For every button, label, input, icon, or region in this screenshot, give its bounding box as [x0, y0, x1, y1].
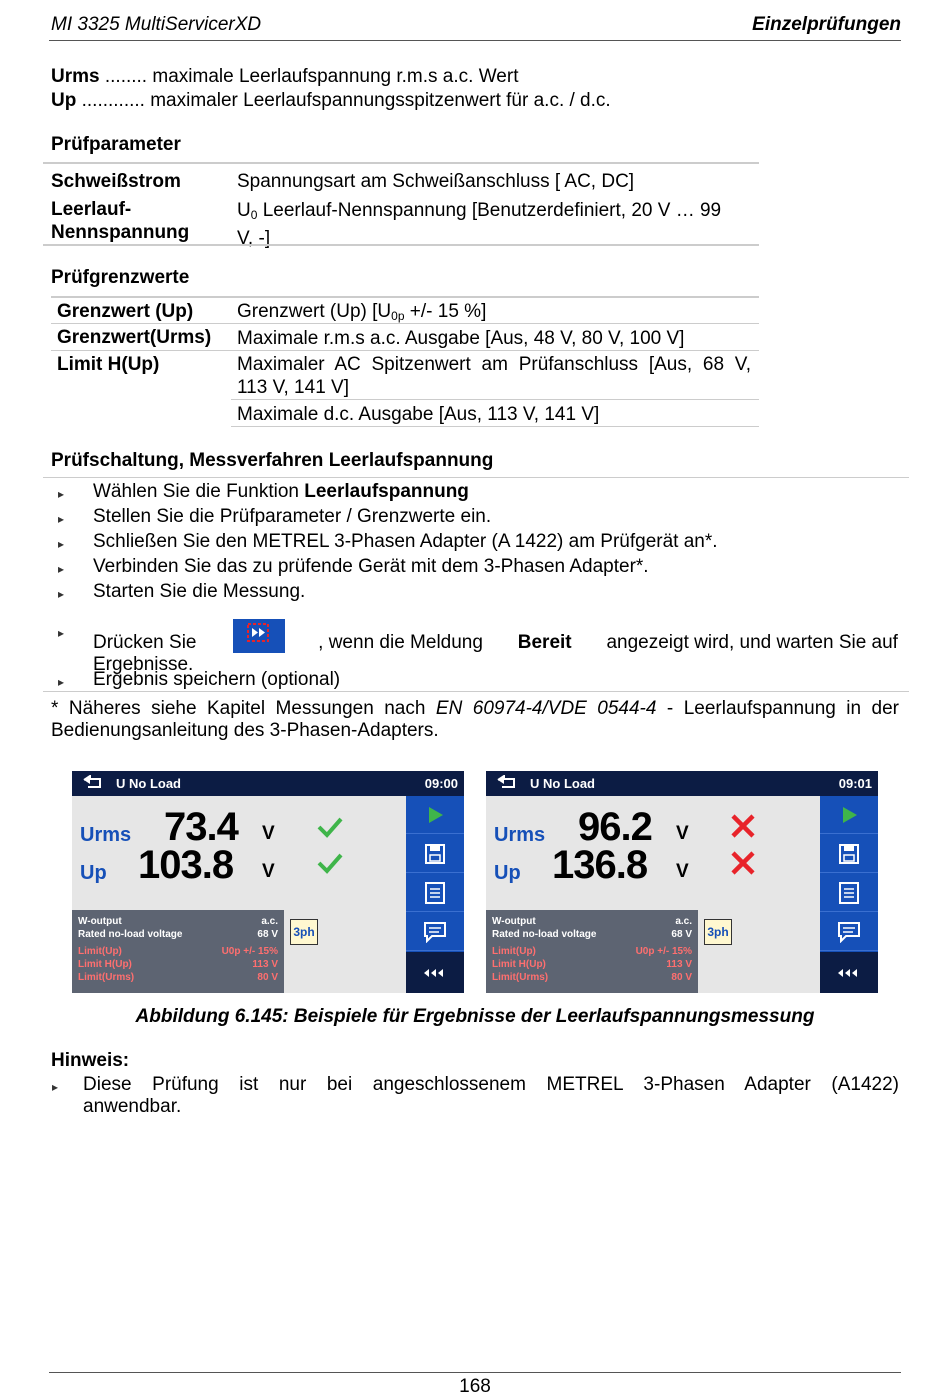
up-value: 136.8: [552, 843, 648, 887]
limit-value-dc: Maximale d.c. Ausgabe [Aus, 113 V, 141 V]: [237, 404, 600, 425]
bullet-icon: ▸: [58, 626, 65, 640]
parameters-button[interactable]: [406, 874, 464, 912]
back-icon[interactable]: [496, 775, 518, 789]
limit-key-urms: Grenzwert(Urms): [57, 327, 212, 348]
step-6: Drücken Sie , wenn die Meldung Bereit angezeigt wird, und warten Sie auf Ergebnisse.: [93, 620, 898, 676]
params-bottom-rule: [43, 244, 759, 246]
collapse-button[interactable]: [820, 952, 878, 993]
definition-up: Up ............ maximaler Leerlaufspannungsspitzenwert für a.c. / d.c.: [51, 90, 611, 111]
limit-value-up: Grenzwert (Up) [$U_{0p}$ +/- 15 %]: [237, 301, 487, 323]
comment-icon: [837, 921, 861, 943]
urms-label: Urms: [494, 824, 546, 846]
page-number: 168: [459, 1376, 491, 1397]
start-key-icon: [233, 619, 285, 653]
header-manual-title: MI 3325 MultiServicerXD: [51, 14, 262, 35]
param-key-schweissstrom: Schweißstrom: [51, 171, 181, 192]
triple-arrow-left-icon: [837, 968, 861, 978]
screen-info-panel: W-output a.c. Rated no-load voltage 68 V Limit(Up) U0p +/- 15% Limit H(Up) 113 V Limit(Urms) 80 V: [486, 910, 698, 993]
comment-button[interactable]: [406, 913, 464, 951]
run-button[interactable]: [406, 796, 464, 834]
footnote: * Näheres siehe Kapitel Messungen nach EN 60974-4/VDE 0544-4 - Leerlaufspannung in der Bedienungsanleitung des 3-Phasen-Adapters.: [51, 698, 899, 741]
urms-unit: V: [676, 823, 689, 844]
parameters-button[interactable]: [820, 874, 878, 912]
urms-value: 96.2: [578, 805, 652, 849]
param-key-leerlauf: Leerlauf- Nennspannung: [51, 199, 190, 243]
three-phase-tag: 3ph: [704, 919, 732, 945]
bullet-icon: ▸: [58, 537, 65, 551]
limits-top-rule: [51, 296, 759, 298]
pass-check-icon: [316, 851, 344, 875]
urms-label: Urms: [80, 824, 132, 846]
step-4: Verbinden Sie das zu prüfende Gerät mit dem 3-Phasen Adapter*.: [93, 556, 649, 577]
up-unit: V: [676, 861, 689, 882]
pass-check-icon: [316, 815, 344, 839]
step-7: Ergebnis speichern (optional): [93, 669, 341, 690]
note-title: Hinweis:: [51, 1050, 130, 1071]
save-icon: [424, 843, 446, 865]
step-2: Stellen Sie die Prüfparameter / Grenzwerte ein.: [93, 506, 492, 527]
step-1: Wählen Sie die Funktion Leerlaufspannung: [93, 481, 469, 502]
save-button[interactable]: [406, 835, 464, 873]
fail-cross-icon: [730, 813, 756, 839]
limits-bottom-rule: [231, 426, 759, 427]
play-icon: [425, 805, 445, 825]
limits-rule-3: [231, 399, 759, 400]
urms-value: 73.4: [164, 805, 238, 849]
comment-icon: [423, 921, 447, 943]
limit-key-hup: Limit H(Up): [57, 354, 160, 375]
back-icon[interactable]: [82, 775, 104, 789]
collapse-button[interactable]: [406, 952, 464, 993]
up-unit: V: [262, 861, 275, 882]
procedure-bottom-rule: [43, 691, 909, 692]
three-phase-tag: 3ph: [290, 919, 318, 945]
limit-value-hup: Maximaler AC Spitzenwert am Prüfanschluss [Aus, 68 V, 113 V, 141 V]: [237, 354, 751, 398]
device-screen-fail: [486, 771, 878, 993]
limits-title: Prüfgrenzwerte: [51, 267, 190, 288]
list-icon: [425, 882, 445, 904]
limits-rule-2: [51, 350, 759, 351]
bullet-icon: ▸: [58, 512, 65, 526]
limit-value-urms: Maximale r.m.s a.c. Ausgabe [Aus, 48 V, 80 V, 100 V]: [237, 328, 685, 349]
bullet-icon: ▸: [58, 562, 65, 576]
screen-info-panel: W-output a.c. Rated no-load voltage 68 V Limit(Up) U0p +/- 15% Limit H(Up) 113 V Limit(Urms) 80 V: [72, 910, 284, 993]
comment-button[interactable]: [820, 913, 878, 951]
param-value-leerlauf: $U_0$ Leerlauf-Nennspannung [Benutzerdefiniert, 20 V … 99 V, -]: [237, 200, 722, 249]
definition-urms: Urms ........ maximale Leerlaufspannung r.m.s a.c. Wert: [51, 66, 519, 87]
bullet-icon: ▸: [52, 1080, 59, 1094]
params-title: Prüfparameter: [51, 134, 181, 155]
figure-caption: Abbildung 6.145: Beispiele für Ergebnisse der Leerlaufspannungsmessung: [135, 1006, 815, 1027]
screen-time: 09:00: [424, 776, 458, 791]
procedure-title: Prüfschaltung, Messverfahren Leerlaufspannung: [51, 450, 494, 471]
screen-title: U No Load: [530, 776, 595, 791]
procedure-top-rule: [43, 477, 909, 478]
limits-rule-1: [51, 323, 759, 324]
footer-divider: [49, 1372, 901, 1373]
params-top-rule: [43, 162, 759, 164]
screen-title: U No Load: [116, 776, 181, 791]
triple-arrow-left-icon: [423, 968, 447, 978]
limit-key-up: Grenzwert (Up): [57, 301, 194, 322]
bullet-icon: ▸: [58, 675, 65, 689]
up-value: 103.8: [138, 843, 234, 887]
screen-time: 09:01: [838, 776, 872, 791]
screen-title-bar: [72, 771, 464, 796]
bullet-icon: ▸: [58, 487, 65, 501]
step-5: Starten Sie die Messung.: [93, 581, 306, 602]
bullet-icon: ▸: [58, 587, 65, 601]
note-text: Diese Prüfung ist nur bei angeschlossenem METREL 3-Phasen Adapter (A1422) anwendbar.: [83, 1074, 899, 1117]
run-button[interactable]: [820, 796, 878, 834]
save-button[interactable]: [820, 835, 878, 873]
step-3: Schließen Sie den METREL 3-Phasen Adapter (A 1422) am Prüfgerät an*.: [93, 531, 718, 552]
header-chapter-title: Einzelprüfungen: [752, 14, 901, 35]
play-icon: [839, 805, 859, 825]
urms-unit: V: [262, 823, 275, 844]
header-divider: [49, 40, 901, 41]
device-screen-pass: [72, 771, 464, 993]
up-label: Up: [494, 862, 521, 884]
param-value-schweissstrom: Spannungsart am Schweißanschluss [ AC, DC]: [237, 171, 635, 192]
save-icon: [838, 843, 860, 865]
up-label: Up: [80, 862, 107, 884]
fail-cross-icon: [730, 850, 756, 876]
list-icon: [839, 882, 859, 904]
screen-title-bar: [486, 771, 878, 796]
